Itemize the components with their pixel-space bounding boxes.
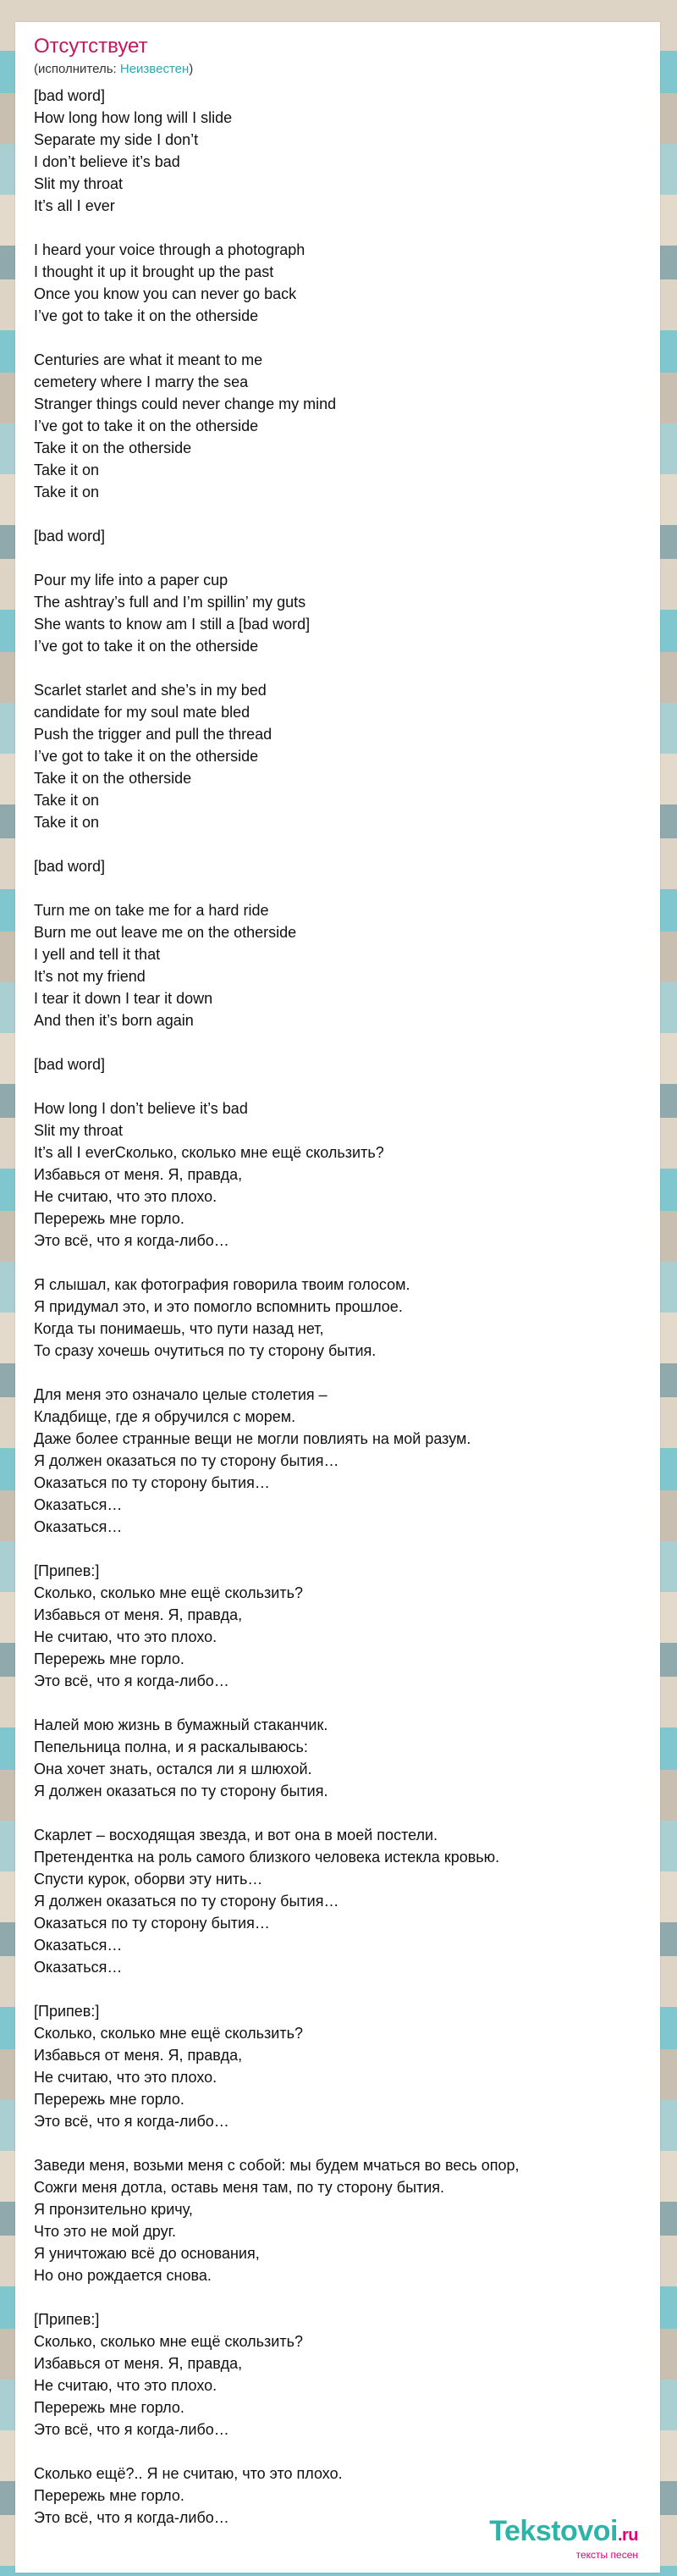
artist-line xyxy=(34,61,641,78)
lyrics-text: [bad word] How long how long will I slide Separate my side I don’t I don’t believe it’s bad Slit my throat It’s all I ever I heard your voice through a photograph I thought it up it brought up the past Once you know you can never go back I’ve got to take it on the otherside Centuries are what it meant to me cemetery where I marry the sea Stranger things could never change my mind I’ve got to take it on the otherside Take it on the otherside Take it on Take it on [bad word] Pour my life into a paper cup The ashtray’s full and I’m spillin’ my guts She wants to know am I still a [bad word] I’ve got to take it on the otherside Scarlet starlet and she’s in my bed candidate for my soul mate bled Push the trigger and pull the thread I’ve got to take it on the otherside Take it on the otherside Take it on Take it on [bad word] Turn me on take me for a hard ride Burn me out leave me on the otherside I yell and tell it that It’s not my friend I tear it down I tear it down And then it’s born again [bad word] How long I don’t believe it’s bad Slit my throat It’s all I everСколько, сколько мне ещё скользить? Избавься от меня. Я, правда, Не считаю, что это плохо. Перережь мне горло. Это всё, что я когда-либо… Я слышал, как фотография говорила твоим голосом. Я придумал это, и это помогло вспомнить прошлое. Когда ты понимаешь, что пути назад нет, То сразу хочешь очутиться по ту сторону бытия. Для меня это означало целые столетия – Кладбище, где я обручился с морем. Даже более странные вещи не могли повлиять на мой разум. Я должен оказаться по ту сторону бытия… Оказаться по ту сторону бытия… Оказаться… Оказаться… [Припев:] Сколько, сколько мне ещё скользить? Избавься от меня. Я, правда, Не считаю, что это плохо. Перережь мне горло. Это всё, что я когда-либо… Налей мою жизнь в бумажный стаканчик. Пепельница полна, и я раскалываюсь: Она хочет знать, остался ли я шлюхой. Я должен оказаться по ту сторону бытия. Скарлет – восходящая звезда, и вот она в моей постели. Претендентка на роль самого близкого человека истекла кровью. Спусти курок, оборви эту нить… Я должен оказаться по ту сторону бытия… Оказаться по ту сторону бытия… Оказаться… Оказаться… [Припев:] Сколько, сколько мне ещё скользить? Избавься от меня. Я, правда, Не считаю, что это плохо. Перережь мне горло. Это всё, что я когда-либо… Заведи меня, возьми меня с собой: мы будем мчаться во весь опор, Сожги меня дотла, оставь меня там, по ту сторону бытия. Я пронзительно кричу, Что это не мой друг. Я уничтожаю всё до основания, Но оно рождается снова. [Припев:] Сколько, сколько мне ещё скользить? Избавься от меня. Я, правда, Не считаю, что это плохо. Перережь мне горло. Это всё, что я когда-либо… Сколько ещё?.. Я не считаю, что это плохо. Перережь мне горло. Это всё, что я когда-либо… xyxy=(34,87,520,2526)
artist-prefix: (исполнитель: xyxy=(34,62,120,76)
logo-name: Tekstovoi xyxy=(489,2515,618,2547)
site-logo[interactable] xyxy=(489,2516,638,2561)
logo-text xyxy=(489,2516,638,2551)
artist-suffix: ) xyxy=(189,62,194,76)
logo-tagline: тексты песен xyxy=(575,2549,638,2561)
logo-tld: .ru xyxy=(617,2526,638,2545)
song-title: Отсутствует xyxy=(34,35,148,58)
lyrics-card xyxy=(15,22,660,2573)
artist-link[interactable]: Неизвестен xyxy=(119,62,190,76)
